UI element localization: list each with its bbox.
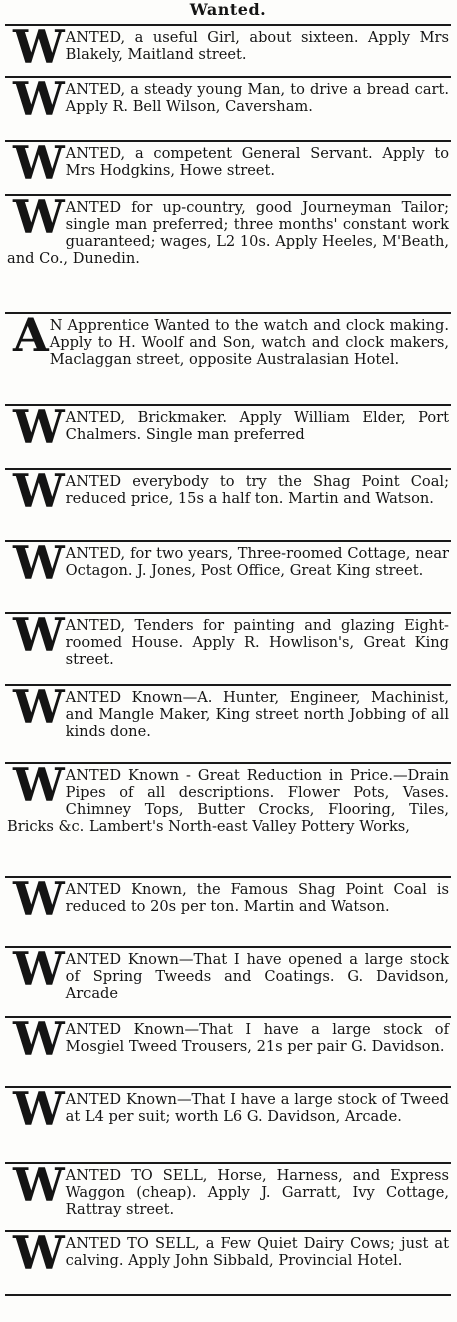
ad-text: ANTED for up-country, good Journeyman Tailor; single man preferred; three months' constant work guaranteed; wages, L2 10s. Apply Heeles, M'Beath, and Co., Dunedin. — [7, 199, 449, 267]
classified-ad — [5, 1016, 451, 1086]
classified-ad — [5, 312, 451, 404]
classified-ad — [5, 612, 451, 684]
ad-text: ANTED Known—That I have a large stock of Mosgiel Tweed Trousers, 21s per pair G. Davidson. — [65, 1021, 449, 1055]
drop-cap-letter: W — [13, 876, 62, 926]
drop-cap-letter: W — [13, 684, 62, 734]
classified-ad — [5, 876, 451, 946]
drop-cap-letter: W — [13, 762, 62, 812]
drop-cap-letter: W — [13, 540, 62, 590]
drop-cap-letter: W — [13, 1086, 62, 1136]
ad-text: ANTED, Brickmaker. Apply William Elder, Port Chalmers. Single man preferred — [65, 409, 449, 443]
ad-text: ANTED, a competent General Servant. Apply to Mrs Hodgkins, Howe street. — [65, 145, 449, 179]
classified-ad — [5, 1230, 451, 1296]
classified-ad — [5, 946, 451, 1016]
drop-cap-letter: W — [13, 612, 62, 662]
classified-ad — [5, 404, 451, 468]
drop-cap-letter: A — [13, 312, 46, 362]
ad-text: ANTED everybody to try the Shag Point Coal; reduced price, 15s a half ton. Martin and Watson. — [65, 473, 449, 507]
ad-text: ANTED, a steady young Man, to drive a bread cart. Apply R. Bell Wilson, Caversham. — [65, 81, 449, 115]
classified-ad — [5, 684, 451, 762]
classified-ad — [5, 24, 451, 76]
drop-cap-letter: W — [13, 404, 62, 454]
classified-ad — [5, 762, 451, 876]
section-heading: Wanted. — [189, 0, 267, 19]
ad-text: ANTED, for two years, Three-roomed Cottage, near Octagon. J. Jones, Post Office, Great King street. — [65, 545, 449, 579]
classified-ad — [5, 140, 451, 194]
drop-cap-letter: W — [13, 194, 62, 244]
drop-cap-letter: W — [13, 1230, 62, 1280]
classified-ad — [5, 1086, 451, 1162]
classified-ad — [5, 76, 451, 140]
ads-list — [5, 24, 451, 1296]
ad-text: ANTED, a useful Girl, about sixteen. Apply Mrs Blakely, Maitland street. — [65, 29, 449, 63]
drop-cap-letter: W — [13, 140, 62, 190]
drop-cap-letter: W — [13, 946, 62, 996]
ad-text: ANTED Known—That I have a large stock of Tweed at L4 per suit; worth L6 G. Davidson, Arcade. — [65, 1091, 449, 1125]
classified-ad — [5, 540, 451, 612]
ad-text: N Apprentice Wanted to the watch and clock making. Apply to H. Woolf and Son, watch and clock makers, Maclaggan street, opposite Australasian Hotel. — [49, 317, 449, 368]
ad-text: ANTED, Tenders for painting and glazing Eight-roomed House. Apply R. Howlison's, Great King street. — [65, 617, 449, 668]
classified-ad — [5, 194, 451, 312]
ad-text: ANTED Known—A. Hunter, Engineer, Machinist, and Mangle Maker, King street north Jobbing of all kinds done. — [65, 689, 449, 740]
drop-cap-letter: W — [13, 1016, 62, 1066]
drop-cap-letter: W — [13, 1162, 62, 1212]
ad-text: ANTED TO SELL, Horse, Harness, and Express Waggon (cheap). Apply J. Garratt, Ivy Cottage, Rattray street. — [65, 1167, 449, 1218]
classified-ad — [5, 468, 451, 540]
ad-text: ANTED Known, the Famous Shag Point Coal is reduced to 20s per ton. Martin and Watson. — [65, 881, 449, 915]
ad-text: ANTED Known—That I have opened a large stock of Spring Tweeds and Coatings. G. Davidson, Arcade — [65, 951, 449, 1002]
ad-text: ANTED Known - Great Reduction in Price.—Drain Pipes of all descriptions. Flower Pots, Vases. Chimney Tops, Butter Crocks, Flooring, Tiles, Bricks &c. Lambert's North-east Valley Pottery Works, — [7, 767, 449, 835]
ad-text: ANTED TO SELL, a Few Quiet Dairy Cows; just at calving. Apply John Sibbald, Provincial Hotel. — [65, 1235, 449, 1269]
drop-cap-letter: W — [13, 468, 62, 518]
drop-cap-letter: W — [13, 24, 62, 74]
drop-cap-letter: W — [13, 76, 62, 126]
classified-ad — [5, 1162, 451, 1230]
